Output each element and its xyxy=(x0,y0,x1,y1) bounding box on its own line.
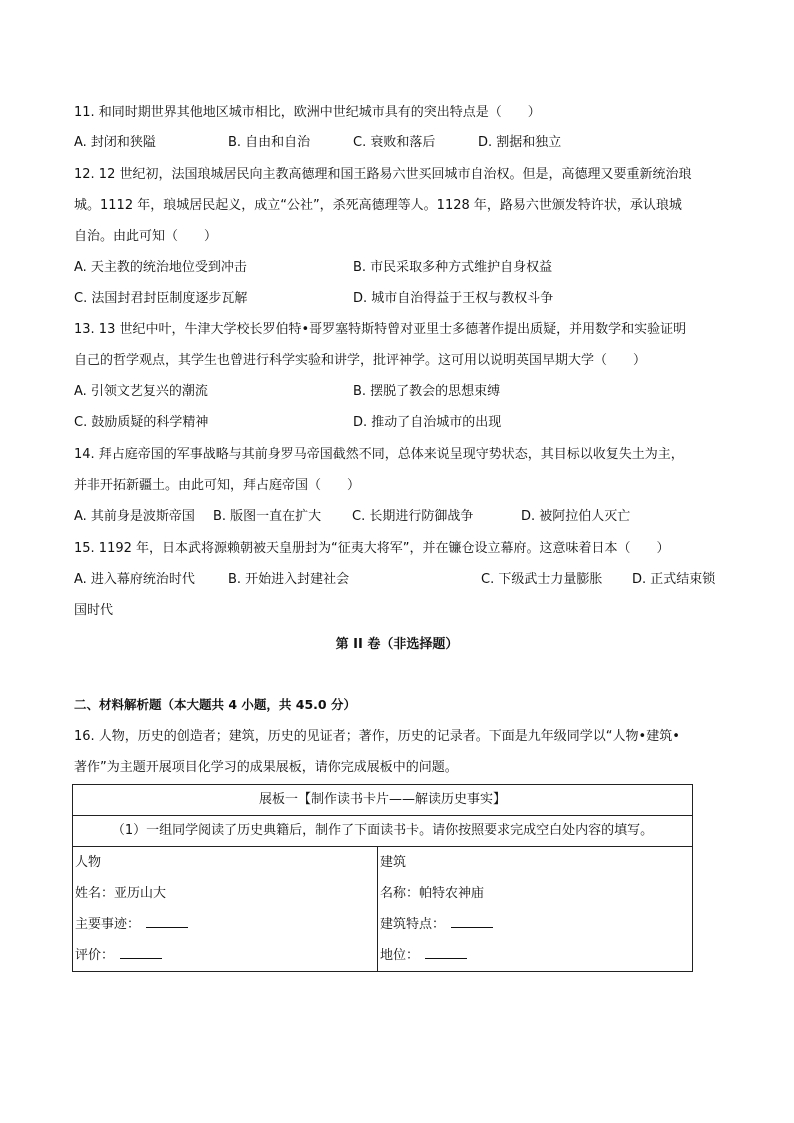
q12-stem-line2: 城。1112 年，琅城居民起义，成立“公社”，杀死高德理等人。1128 年，路易六世颁发特许状，承认琅城 xyxy=(74,198,682,213)
person-card xyxy=(73,847,378,972)
q14-option-a[interactable]: A. 其前身是波斯帝国 xyxy=(74,509,195,524)
q14-option-d[interactable]: D. 被阿拉伯人灭亡 xyxy=(521,509,631,524)
q13-option-c[interactable]: C. 鼓励质疑的科学精神 xyxy=(74,415,209,430)
q13-stem-line1: 13. 13 世纪中叶，牛津大学校长罗伯特•哥罗塞特斯特曾对亚里士多德著作提出质疑，并用数学和实验证明 xyxy=(74,322,687,337)
q15-option-a[interactable]: A. 进入幕府统治时代 xyxy=(74,572,195,587)
building-features-blank[interactable] xyxy=(451,915,493,928)
person-evaluation-row xyxy=(73,940,377,971)
person-deeds-row xyxy=(73,909,377,940)
q11-option-b[interactable]: B. 自由和自治 xyxy=(228,135,311,150)
person-name: 姓名：亚历山大 xyxy=(75,886,167,901)
q15-option-b[interactable]: B. 开始进入封建社会 xyxy=(228,572,350,587)
building-features-row xyxy=(378,909,692,940)
board-instruction: （1）一组同学阅读了历史典籍后，制作了下面读书卡。请你按照要求完成空白处内容的填写。 xyxy=(73,816,693,847)
q15-option-d-continued: 国时代 xyxy=(74,603,114,618)
building-features-label: 建筑特点： xyxy=(380,917,446,932)
q12-option-a[interactable]: A. 天主教的统治地位受到冲击 xyxy=(74,260,247,275)
person-evaluation-blank[interactable] xyxy=(120,946,162,959)
q13-option-d[interactable]: D. 推动了自治城市的出现 xyxy=(353,415,502,430)
q12-option-b[interactable]: B. 市民采取多种方式维护自身权益 xyxy=(353,260,553,275)
q13-option-b[interactable]: B. 摆脱了教会的思想束缚 xyxy=(353,384,501,399)
person-evaluation-label: 评价： xyxy=(75,948,115,963)
q11-option-a[interactable]: A. 封闭和狭隘 xyxy=(74,135,156,150)
exhibit-board-table xyxy=(72,784,693,972)
q15-option-c[interactable]: C. 下级武士力量膨胀 xyxy=(481,572,603,587)
q14-stem-line2: 并非开拓新疆土。由此可知，拜占庭帝国（ ） xyxy=(74,478,361,493)
q14-stem-line1: 14. 拜占庭帝国的军事战略与其前身罗马帝国截然不同，总体来说呈现守势状态，其目标以收复失土为主， xyxy=(74,447,684,462)
q16-stem-line1: 16. 人物，历史的创造者；建筑，历史的见证者；著作，历史的记录者。下面是九年级同学以“人物•建筑• xyxy=(74,729,680,744)
section-title: 第 II 卷（非选择题） xyxy=(335,637,459,652)
building-status-label: 地位： xyxy=(380,948,420,963)
person-heading: 人物 xyxy=(75,855,102,870)
building-name: 名称：帕特农神庙 xyxy=(380,886,485,901)
building-status-blank[interactable] xyxy=(425,946,467,959)
q12-option-c[interactable]: C. 法国封君封臣制度逐步瓦解 xyxy=(74,291,248,306)
q11-stem: 11. 和同时期世界其他地区城市相比，欧洲中世纪城市具有的突出特点是（ ） xyxy=(74,105,541,120)
building-status-row xyxy=(378,940,692,971)
q15-option-d[interactable]: D. 正式结束锁 xyxy=(632,572,716,587)
q15-stem: 15. 1192 年，日本武将源赖朝被天皇册封为“征夷大将军”，并在镰仓设立幕府。这意味着日本（ ） xyxy=(74,541,670,556)
q13-option-a[interactable]: A. 引领文艺复兴的潮流 xyxy=(74,384,208,399)
q16-stem-line2: 著作”为主题开展项目化学习的成果展板，请你完成展板中的问题。 xyxy=(74,760,458,775)
q11-option-c[interactable]: C. 衰败和落后 xyxy=(353,135,436,150)
q14-option-c[interactable]: C. 长期进行防御战争 xyxy=(352,509,474,524)
q14-option-b[interactable]: B. 版图一直在扩大 xyxy=(213,509,322,524)
part2-heading: 二、材料解析题（本大题共 4 小题，共 45.0 分） xyxy=(74,697,356,712)
building-card xyxy=(378,847,693,972)
person-deeds-label: 主要事迹： xyxy=(75,917,141,932)
q13-stem-line2: 自己的哲学观点，其学生也曾进行科学实验和讲学，批评神学。这可用以说明英国早期大学（ ） xyxy=(74,353,647,368)
person-deeds-blank[interactable] xyxy=(146,915,188,928)
q12-stem-line3: 自治。由此可知（ ） xyxy=(74,229,218,244)
q12-option-d[interactable]: D. 城市自治得益于王权与教权斗争 xyxy=(353,291,554,306)
q11-option-d[interactable]: D. 割据和独立 xyxy=(478,135,562,150)
building-heading: 建筑 xyxy=(380,855,407,870)
board-title: 展板一【制作读书卡片——解读历史事实】 xyxy=(73,785,693,816)
q12-stem-line1: 12. 12 世纪初，法国琅城居民向主教高德理和国王路易六世买回城市自治权。但是，高德理又要重新统治琅 xyxy=(74,167,692,182)
